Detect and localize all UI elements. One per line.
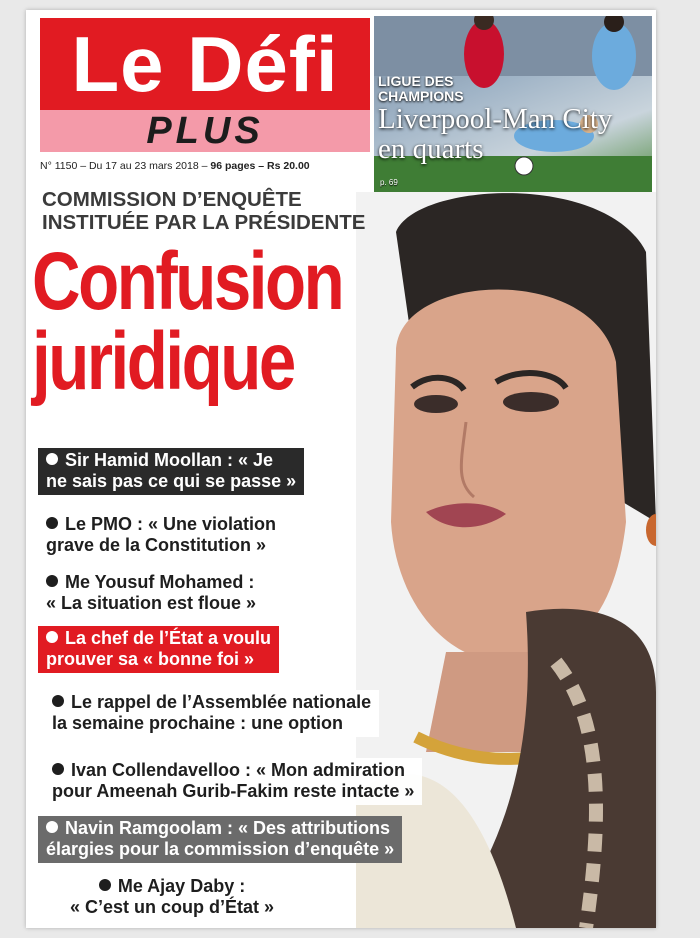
bullet-dot-icon: [52, 695, 64, 707]
bullet-dot-icon: [46, 517, 58, 529]
teaser-line1: Le rappel de l’Assemblée nationale: [71, 692, 372, 712]
teaser-ramgoolam[interactable]: [38, 816, 402, 863]
teaser-line1: Me Ajay Daby :: [117, 876, 246, 896]
teaser-pmo[interactable]: [38, 512, 284, 559]
issue-price: – Rs 20.00: [258, 160, 310, 172]
sports-headline-line2: en quarts: [378, 133, 484, 165]
sports-page-ref: p. 69: [380, 178, 398, 187]
teaser-daby[interactable]: [62, 874, 282, 921]
bullet-dot-icon: [46, 453, 58, 465]
masthead-subtitle-band: [40, 110, 370, 152]
masthead-logo: Le Défi: [40, 18, 370, 110]
sports-headline-line1: Liverpool-Man City: [378, 103, 613, 135]
newspaper-cover: [26, 10, 656, 928]
headline-kicker: [42, 188, 382, 234]
bullet-dot-icon: [99, 879, 111, 891]
teaser-line2: grave de la Constitution »: [46, 535, 267, 555]
bullet-dot-icon: [46, 631, 58, 643]
teaser-line1: La chef de l’État a voulu: [65, 628, 272, 648]
teaser-chef-etat[interactable]: [38, 626, 279, 673]
teaser-line2: la semaine prochaine : une option: [52, 713, 344, 733]
teaser-moollan[interactable]: [38, 448, 304, 495]
bullet-dot-icon: [46, 575, 58, 587]
teaser-line2: élargies pour la commission d’enquête »: [46, 839, 395, 859]
teaser-line1: Ivan Collendavelloo : « Mon admiration: [71, 760, 406, 780]
issue-pages: 96 pages: [210, 160, 256, 172]
teaser-line1: Le PMO : « Une violation: [65, 514, 277, 534]
teaser-assemblee[interactable]: [44, 690, 379, 737]
teaser-line2: pour Ameenah Gurib-Fakim reste intacte »: [52, 781, 415, 801]
masthead-subtitle: PLUS: [146, 110, 264, 152]
sports-teaser[interactable]: [374, 16, 652, 192]
headline-line2: juridique: [32, 316, 294, 407]
issue-dates: – Du 17 au 23 mars 2018 –: [80, 160, 208, 172]
bullet-dot-icon: [52, 763, 64, 775]
main-headline: [32, 236, 343, 407]
kicker-line2: INSTITUÉE PAR LA PRÉSIDENTE: [42, 211, 366, 234]
kicker-line1: COMMISSION D’ENQUÊTE: [42, 188, 302, 211]
masthead: [40, 18, 370, 164]
issue-number: N° 1150: [40, 160, 78, 172]
teaser-line2: prouver sa « bonne foi »: [46, 649, 255, 669]
teaser-line1: Navin Ramgoolam : « Des attributions: [65, 818, 391, 838]
headline-line1: Confusion: [32, 236, 343, 327]
teaser-line1: Me Yousuf Mohamed :: [65, 572, 255, 592]
teaser-line1: Sir Hamid Moollan : « Je: [65, 450, 274, 470]
issue-line: [40, 160, 370, 172]
teaser-line2: « La situation est floue »: [46, 593, 257, 613]
teaser-collendavelloo[interactable]: [44, 758, 422, 805]
sports-headline: [378, 104, 652, 164]
sports-kicker: LIGUE DES CHAMPIONS: [378, 73, 464, 104]
teaser-mohamed[interactable]: [38, 570, 264, 617]
teaser-line2: ne sais pas ce qui se passe »: [46, 471, 297, 491]
bullet-dot-icon: [46, 821, 58, 833]
teaser-line2: « C’est un coup d’État »: [70, 897, 275, 917]
